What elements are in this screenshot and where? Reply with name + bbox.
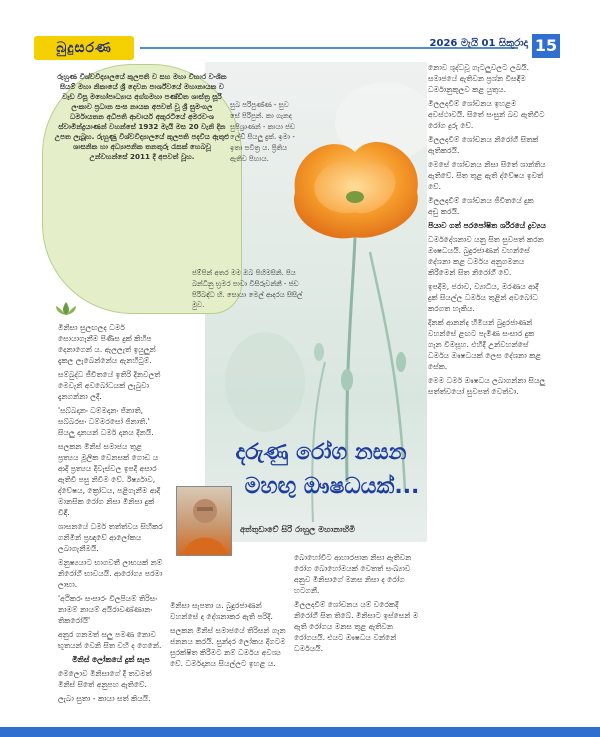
paragraph: මිලලදවීම් ශෝචනය ජීවිතයේ දුක අඩු කරයි. — [428, 196, 534, 216]
logo-text: බුදුසරණ — [56, 40, 112, 56]
paragraph: මිනිසා සැපතා ය. බුදුරජාණන් වහන්සේ ද දේශනාකර ඇති පරිදි. — [170, 601, 273, 621]
paragraph: සලකන මිනිස් සමාජයේ තිරිසන් ගැන ජනනය කරයි. සුන්දර ලෝකය දිගටම සුරක්ෂිත කිරීමට නම් ධර්මය අවශ්‍ය වේ. ධර්මදානය සියල්ලට ඉහළ ය. — [170, 626, 286, 668]
lotus-icon — [46, 300, 86, 316]
paragraph: සලකන මිනිස් සමාජය තුළ ප්‍රත්‍යය මූලික වෙනසක් ගොඩ ය ආදි ප්‍රත්‍යය දිවැස්වල ඉපදී අසාර ඇතිවී පසු නිවීම වේ. ඊර්ෂ්‍යාව, ද්වේෂය, ක්‍රෝධය, පළිගැනීම ආදී මානසික රෝග නිසා මිනිසා දුක් විඳී. — [58, 442, 161, 517]
paragraph: මෙසේ ශෝචනය නිසා සිතේ ශාන්තිය ඇතිවේ. සිත තුළ ඇති ද්වේෂය ඉවත් වේ. — [428, 160, 546, 191]
paragraph: නොව ශුද්ධවූ ගැටලුවලට ලබයි. සමාජයේ ඇතිවන ප්‍රශ්න විසඳීම ධර්මානුකූලව කළ යුතුය. — [428, 63, 530, 94]
article-column-3 — [294, 552, 422, 720]
paragraph: ලැබා සුතා - කායා සත් කියයි. — [58, 694, 151, 703]
paragraph: අනුර ගනමත් සලු පමණ නොව භූතයන් වෙනි සිත වහි ද ගෙනේ. — [58, 630, 162, 650]
paragraph: 'සබ්බදානං ධම්මදානං ජිනාති, සබ්බරසං ධම්මරසෝ ජිනාති.' සියලු දානයන් ධර්ම දානය දිනයි. — [58, 406, 154, 437]
footer-bar — [0, 727, 600, 737]
paragraph: දිනක් ආනන්ද හිමියන් බුදුරජාණන් වහන්සේ ළඟට පැමිණ සංසාර දුක ගැන විමසූහ. එහිදී උන්වහන්සේ ධර්මය ඖෂධයක් ලෙස දේශනා කළ සේක. — [428, 318, 542, 371]
issue-date: 2026 මැයි 01 සිකුරාදා — [429, 38, 528, 49]
publication-logo — [34, 36, 134, 60]
paragraph: මෙම ධර්ම ඖෂධය ලබාගන්නා සියලු සත්ත්වයෝ සුවපත් වෙත්වා. — [428, 376, 546, 396]
paragraph: 'අථිකරං සංසාරං විලපියම් තිරිසං නාමම් නායම් අයිරාවණ්ණානං තිකරෝයි' — [58, 594, 158, 625]
paragraph: මිනිසා සුලඟලද ධර්ම සොයාගැනීම පිණිස දුක් කිහිප දෙනාගෙන් ය. ඇලලැත් ඉයුලුන් දැකල ලැබෙන්නේය ඇනහිටුම්. — [58, 323, 156, 365]
paragraph: මෙලොව මිනිසාගේ දී තවමත් මිනිස් සිතේ අනුපහ ඇතිවේ. — [58, 669, 152, 689]
paragraph: ශාසනයේ ධර්ම තත්ත්වය සිහිකර ගනිමින් ප්‍රඥාවේ ආලෝකය ලබාගැනීමයි. — [58, 522, 163, 553]
headline-line-1: දරුණු රෝග නසන — [235, 440, 407, 465]
subheading: පියාව ගත් පරපෝෂිත ශරීරයේ ද්‍රව්‍යය — [428, 221, 546, 230]
article-column-4 — [428, 62, 546, 722]
subheading: මිනිස් ලෝකයේ දුක් සැප — [72, 655, 150, 664]
article-column-1 — [58, 322, 164, 718]
paragraph: ධර්මදේශනාව යනු සිත සුවපත් කරන ඖෂධයයි. බුදුරජාණන් වහන්සේ දේශනා කළ ධර්මය අනුගමනය කිරීමෙන් සිත නිරෝගී වේ. — [428, 235, 544, 277]
paragraph: ඉපදීම, ජරාව, ව්‍යාධිය, මරණය ආදී දුක් සියල්ල ධර්මය තුළින් අවබෝධ කරගත හැකිය. — [428, 282, 539, 313]
article-column-2 — [170, 600, 288, 720]
floating-verse-text: සුඛ පරිපුණ්ණ - සුව සේ පිරිපුන්. කා ගැනද සුපිශ්‍රාණන් - කායා ජඩ ලේඩ් සියලු දුක්. ඉමා - ඉතා පවිත්‍ර ය. ප්‍රීතිය ඇතිව පිහාය. — [230, 101, 296, 163]
author-portrait — [176, 486, 232, 556]
floating-verse-text-2: ජම්පින් අතර මම ඔබ පිහිමසිනි. පිය බන්ධිනු භ්‍රමර පාවා විසිරුවන්නී - ජඩ පිරිබඳ්ධ හි. සොයා මෙල් ආදරය සිසිල් මුව. — [192, 269, 303, 310]
author-byline: අත්තුඩාවේ සිරි රාහුල මහානාහිමි — [240, 524, 355, 534]
paragraph: මිලලදවීම් ශෝචනය ඉහළම අවස්ථාවයි. සිතේ සංසුන් බව ඇතිවිට රෝග දුරු වේ. — [428, 99, 545, 130]
monk-portrait-icon — [177, 487, 232, 556]
page-header — [0, 0, 600, 62]
headline-line-2: මහඟු ඖෂධයක්... — [244, 474, 420, 499]
paragraph: බොහෝවිට ආහාරපාන නිසා ඇතිවන රෝග බොහෝමයක් වෙතත් සංඛ්‍යාව අනුව මිනිසාගේ මනස නිසා ද රෝග හටගනී. — [294, 553, 412, 595]
paragraph: සම්බුද්ධ ජීවිතයේ ඉතිරි දිනවලත් මෙවැනි අවබෝධයක් ලැබුවා දැනගන්නා ලදී. — [58, 370, 161, 401]
paragraph: මිලලදවීම් ශෝචනය යම් වරෙකදී නිරෝගී සිත තිබේ. මිනිසාට ඉස්සෙන් ම ඇති රෝගය මනස තුළ ඇතිවන රෝගයයි. එයට ඖෂධය වන්නේ ධර්මයයි. — [294, 600, 419, 653]
biography-text: රුහුණ විශ්වවිද්‍යාලයේ කුලපති ව සහ මහා විහාර වංශික සියම් මහා නිකායේ ශ්‍රී දෙවන පාර්ශ්වයේ මහානායක ව වැඩ විසූ මහෝපාධ්‍යාය අග්ගමහා පණ්ඩිත ශාස්ත්‍ර සූරි ලංකාව ප්‍රධාන සංඝ නායක අපවත් වූ ශ්‍රී සුමංගල ධර්මායතන අධිපති ආචාර්ය අකුරටියේ අමරවංශ ස්වාමීන්ද්‍රයාණන් වහන්සේ 1932 මැයි මස 20 වැනි දින උපත ලැබූහ. රුහුණු විශ්වවිද්‍යාලයේ කුලපති පදවිය ඇතුළු ශාසනික හා අධ්‍යාපනික තනතුරු රැසක් හෙබවූ උන්වහන්සේ 2011 දී අපවත් වූහ. — [54, 72, 230, 161]
page-number: 15 — [532, 34, 560, 58]
paragraph: මනුෂ්‍යයාට භාගවතී ලාභයක් නම් නිරෝගී භාවයයි. ආරෝග්‍ය පරමා ලාභා. — [58, 558, 163, 589]
paragraph: මිලලදවීම් ශෝචනය නිරෝගී සිතක් ඇතිකරයි. — [428, 135, 539, 155]
